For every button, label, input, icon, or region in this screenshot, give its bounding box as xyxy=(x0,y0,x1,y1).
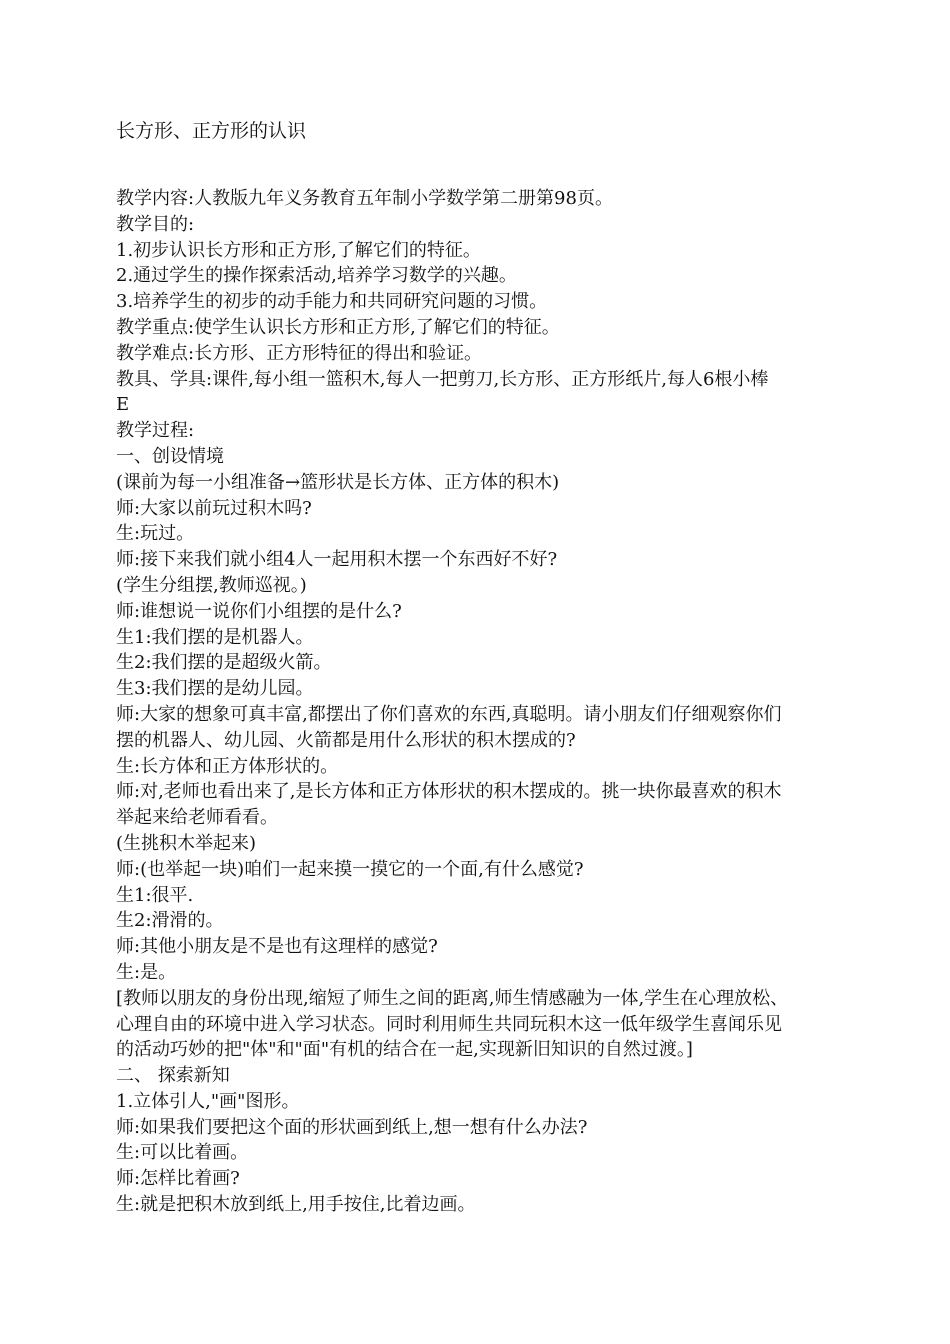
document-title: 长方形、正方形的认识 xyxy=(116,120,307,142)
text-line: 师:对,老师也看出来了,是长方体和正方体形状的积木摆成的。挑一块你最喜欢的积木 xyxy=(116,781,782,803)
text-line: (生挑积木举起来) xyxy=(116,832,257,854)
text-line: 生3:我们摆的是幼儿园。 xyxy=(116,678,314,700)
text-line: 一、创设情境 xyxy=(116,445,224,467)
text-line: 生:是。 xyxy=(116,961,177,983)
text-line: 生2:我们摆的是超级火箭。 xyxy=(116,652,332,674)
text-line: 教学难点:长方形、正方形特征的得出和验证。 xyxy=(116,342,483,364)
text-line: 教学过程: xyxy=(116,420,195,442)
text-line: 生:长方体和正方体形状的。 xyxy=(116,755,339,777)
text-line: 的活动巧妙的把"体"和"面"有机的结合在一起,实现新旧知识的自然过渡。] xyxy=(116,1039,693,1061)
text-line: 生:可以比着画。 xyxy=(116,1142,249,1164)
text-line: 师:怎样比着画? xyxy=(116,1168,240,1190)
text-line: 师:如果我们要把这个面的形状画到纸上,想一想有什么办法? xyxy=(116,1116,588,1138)
text-line: 生:就是把积木放到纸上,用手按住,比着边画。 xyxy=(116,1194,476,1216)
text-line: 教学重点:使学生认识长方形和正方形,了解它们的特征。 xyxy=(116,316,560,338)
text-line: 师:(也举起一块)咱们一起来摸一摸它的一个面,有什么感觉? xyxy=(116,858,584,880)
text-line: 1.初步认识长方形和正方形,了解它们的特征。 xyxy=(116,239,481,261)
text-line: 师:其他小朋友是不是也有这理样的感觉? xyxy=(116,936,438,958)
text-line: 心理自由的环境中进入学习状态。同时利用师生共同玩积木这一低年级学生喜闻乐见 xyxy=(116,1013,782,1035)
text-line: [教师以朋友的身份出现,缩短了师生之间的距离,师生情感融为一体,学生在心理放松、 xyxy=(116,987,789,1009)
text-line: (课前为每一小组准备→篮形状是长方体、正方体的积木) xyxy=(116,471,560,493)
document-body xyxy=(116,186,846,1218)
text-line: 教学内容:人教版九年义务教育五年制小学数学第二册第98页。 xyxy=(116,188,613,209)
text-line: 师:接下来我们就小组4人一起用积木摆一个东西好不好? xyxy=(116,549,558,571)
text-line: 3.培养学生的初步的动手能力和共同研究问题的习惯。 xyxy=(116,291,548,313)
text-line: 举起来给老师看看。 xyxy=(116,807,278,829)
text-line: 师:大家以前玩过积木吗? xyxy=(116,497,312,519)
text-line: 生1:我们摆的是机器人。 xyxy=(116,626,314,648)
text-line: 师:大家的想象可真丰富,都摆出了你们喜欢的东西,真聪明。请小朋友们仔细观察你们 xyxy=(116,703,782,725)
text-line: (学生分组摆,教师巡视。) xyxy=(116,574,307,596)
text-line: 教学目的: xyxy=(116,213,195,235)
text-line: 师:谁想说一说你们小组摆的是什么? xyxy=(116,600,402,622)
text-line: 生:玩过。 xyxy=(116,523,195,545)
text-line: 摆的机器人、幼儿园、火箭都是用什么形状的积木摆成的? xyxy=(116,729,576,751)
text-line: 1.立体引人,"画"图形。 xyxy=(116,1090,300,1112)
text-line: 生2:滑滑的。 xyxy=(116,910,224,932)
text-line: 生1:很平. xyxy=(116,884,194,906)
text-line: 二、 探索新知 xyxy=(116,1065,230,1087)
text-line: 教具、学具:课件,每小组一篮积木,每人一把剪刀,长方形、正方形纸片,每人6根小棒 xyxy=(116,368,769,390)
text-line: 2.通过学生的操作探索活动,培养学习数学的兴趣。 xyxy=(116,265,517,287)
text-line: E xyxy=(116,394,130,416)
